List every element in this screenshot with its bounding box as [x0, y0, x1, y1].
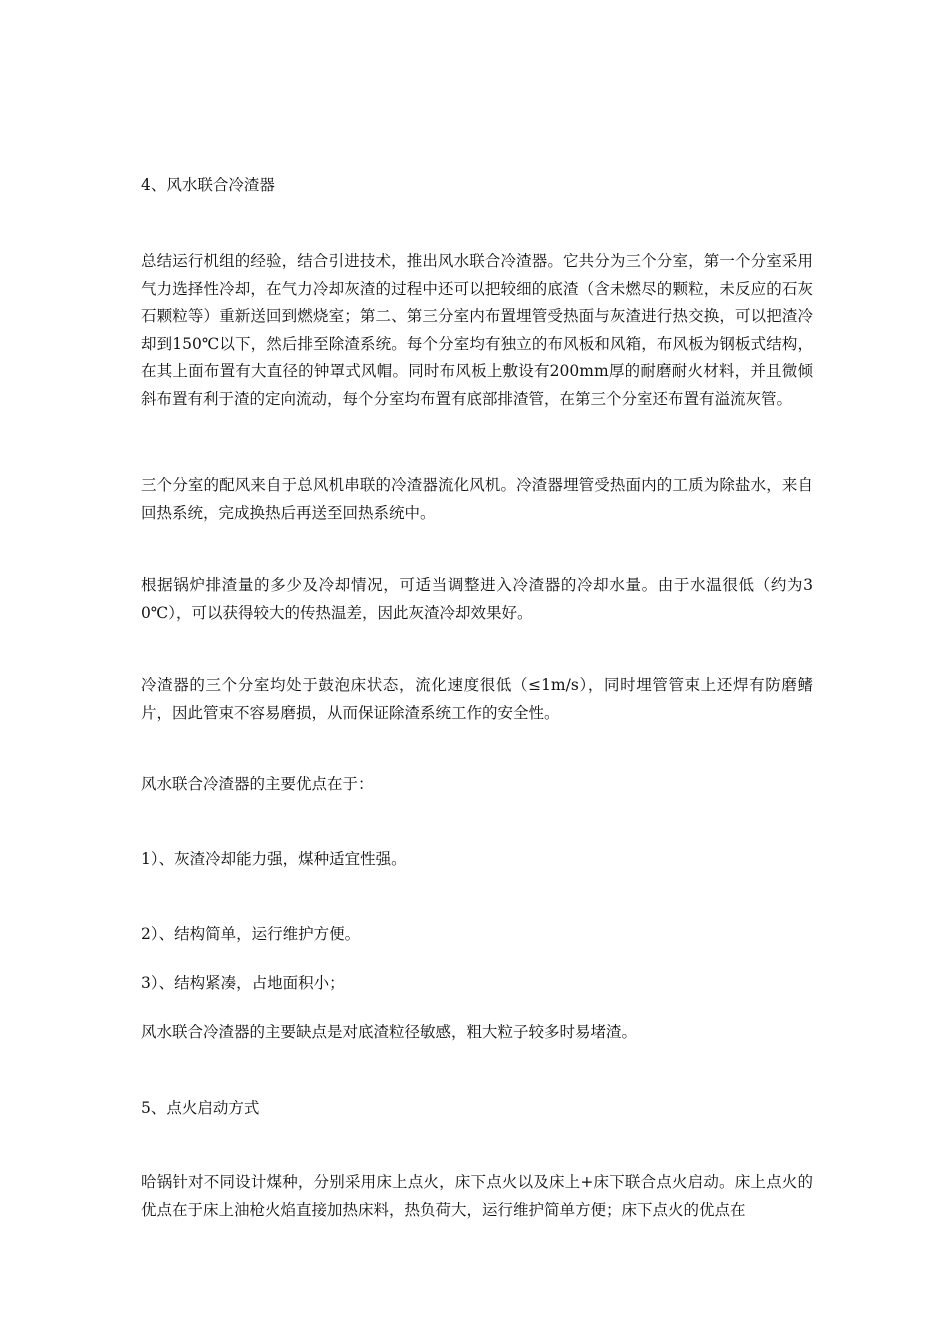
- paragraph-cooler-structure: 总结运行机组的经验，结合引进技术，推出风水联合冷渣器。它共分为三个分室，第一个分室采用气力选择性冷却，在气力冷却灰渣的过程中还可以把较细的底渣（含未燃尽的颗粒，未反应的石灰石颗粒等）重新送回到燃烧室；第二、第三分室内布置埋管受热面与灰渣进行热交换，可以把渣冷却到150℃以下，然后排至除渣系统。每个分室均有独立的布风板和风箱，布风板为钢板式结构，在其上面布置有大直径的钟罩式风帽。同时布风板上敷设有200mm厚的耐磨耐火材料，并且微倾斜布置有利于渣的定向流动，每个分室均布置有底部排渣管，在第三个分室还布置有溢流灰管。: [141, 252, 813, 408]
- disadvantage-paragraph: 风水联合冷渣器的主要缺点是对底渣粒径敏感，粗大粒子较多时易堵渣。: [141, 1023, 638, 1041]
- paragraph-bubbling-bed: 冷渣器的三个分室均处于鼓泡床状态，流化速度很低（≤1m/s），同时埋管管束上还焊有防磨鳍片，因此管束不容易磨损，从而保证除渣系统工作的安全性。: [141, 676, 813, 722]
- paragraph-air-supply: 三个分室的配风来自于总风机串联的冷渣器流化风机。冷渣器埋管受热面内的工质为除盐水，来自回热系统，完成换热后再送至回热系统中。: [141, 476, 813, 522]
- section-heading-4: 4、风水联合冷渣器: [141, 176, 275, 194]
- paragraph-water-temperature: 根据锅炉排渣量的多少及冷却情况，可适当调整进入冷渣器的冷却水量。由于水温很低（约为30℃），可以获得较大的传热温差，因此灰渣冷却效果好。: [141, 576, 813, 622]
- advantage-item-3: 3）、结构紧凑，占地面积小；: [141, 974, 345, 992]
- paragraph-ignition: 哈锅针对不同设计煤种，分别采用床上点火，床下点火以及床上+床下联合点火启动。床上点火的优点在于床上油枪火焰直接加热床料，热负荷大，运行维护简单方便；床下点火的优点在: [141, 1173, 813, 1219]
- advantage-item-2: 2）、结构简单，运行维护方便。: [141, 925, 361, 943]
- section-heading-5: 5、点火启动方式: [141, 1099, 260, 1117]
- advantages-heading: 风水联合冷渣器的主要优点在于：: [141, 775, 374, 793]
- advantage-item-1: 1）、灰渣冷却能力强，煤种适宜性强。: [141, 850, 407, 868]
